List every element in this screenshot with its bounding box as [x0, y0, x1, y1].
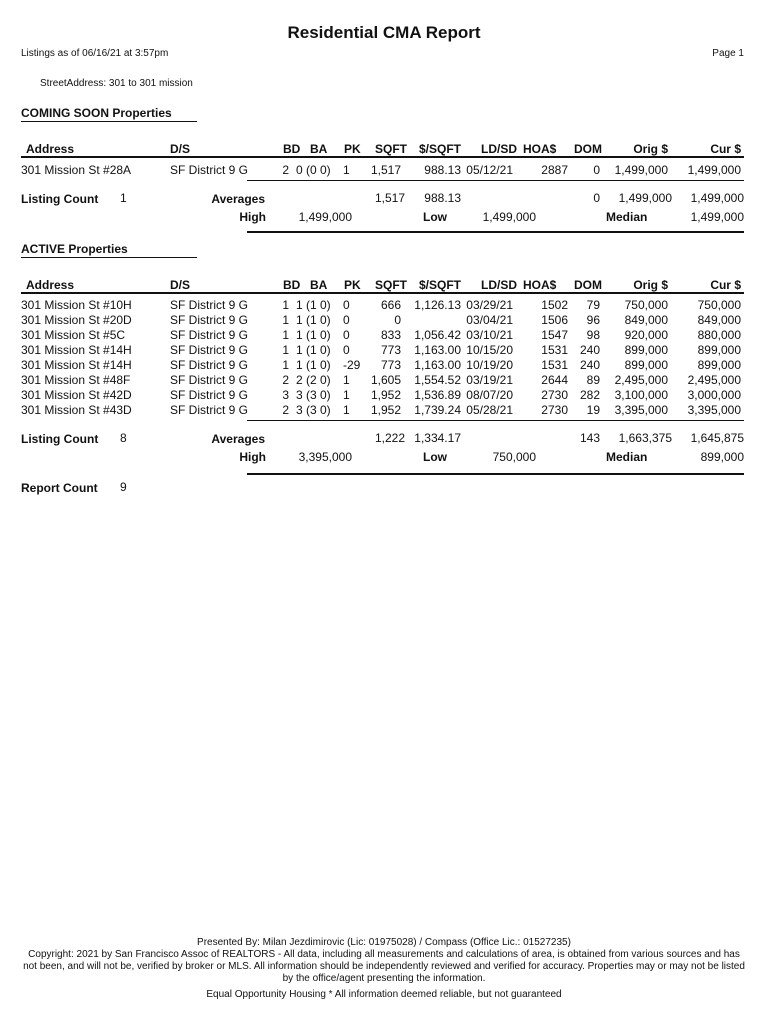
- row-pk: 0: [343, 328, 350, 342]
- row-ds: SF District 9 G: [170, 373, 249, 387]
- row-hoa: 2887: [541, 163, 568, 177]
- row-bd: 2: [282, 403, 289, 417]
- footer-copyright: Copyright: 2021 by San Francisco Assoc of REALTORS - All data, including all measurements and calculations of area, is obtained from various sources and has not been, and will not be, verified by broker or MLS. All information should be independently reviewed and verified for accuracy. Properties may or may not be listed by the office/agent presenting the information.: [23, 949, 745, 984]
- row-ds: SF District 9 G: [170, 403, 249, 417]
- column-header-cur: Cur $: [710, 278, 741, 292]
- median-label: Median: [606, 210, 648, 224]
- row-orig: 3,395,000: [614, 403, 668, 417]
- row-bd: 1: [282, 328, 289, 342]
- row-pk: 0: [343, 343, 350, 357]
- avg-dom: 0: [593, 191, 600, 205]
- row-ldsd: 05/28/21: [466, 403, 513, 417]
- column-header-psqft: $/SQFT: [419, 278, 462, 292]
- row-psqft: 1,554.52: [414, 373, 461, 387]
- column-header-sqft: SQFT: [375, 142, 407, 156]
- row-address: 301 Mission St #42D: [21, 388, 132, 402]
- column-header-hoa: HOA$: [523, 278, 557, 292]
- report-count-value: 9: [120, 480, 127, 494]
- avg-orig: 1,663,375: [618, 431, 672, 445]
- row-ldsd: 03/19/21: [466, 373, 513, 387]
- column-header-ds: D/S: [170, 278, 191, 292]
- column-header-address: Address: [26, 278, 75, 292]
- row-ldsd: 03/29/21: [466, 298, 513, 312]
- row-hoa: 2730: [541, 403, 568, 417]
- coming-soon-rows-rule: [247, 180, 744, 181]
- row-sqft: 666: [380, 298, 401, 312]
- column-header-psqft: $/SQFT: [419, 142, 462, 156]
- row-psqft: 988.13: [424, 163, 461, 177]
- row-ba: 1 (1 0): [296, 313, 331, 327]
- row-pk: 1: [343, 373, 350, 387]
- row-orig: 1,499,000: [614, 163, 668, 177]
- row-orig: 2,495,000: [614, 373, 668, 387]
- row-cur: 2,495,000: [687, 373, 741, 387]
- row-cur: 899,000: [697, 358, 741, 372]
- row-psqft: 1,536.89: [414, 388, 461, 402]
- row-orig: 750,000: [624, 298, 668, 312]
- row-ldsd: 10/15/20: [466, 343, 513, 357]
- row-hoa: 1531: [541, 358, 568, 372]
- row-pk: 0: [343, 298, 350, 312]
- page-number: Page 1: [712, 48, 744, 59]
- high-value: 1,499,000: [298, 210, 352, 224]
- avg-cur: 1,499,000: [690, 191, 744, 205]
- listing-count-value: 8: [120, 431, 127, 445]
- median-value: 1,499,000: [690, 210, 744, 224]
- row-ldsd: 08/07/20: [466, 388, 513, 402]
- row-dom: 240: [579, 343, 600, 357]
- row-ds: SF District 9 G: [170, 358, 249, 372]
- row-pk: 1: [343, 388, 350, 402]
- listing-count-label: Listing Count: [21, 192, 99, 206]
- row-dom: 89: [586, 373, 600, 387]
- row-psqft: 1,056.42: [414, 328, 461, 342]
- row-ba: 2 (2 0): [296, 373, 331, 387]
- row-psqft: 1,126.13: [414, 298, 461, 312]
- row-ba: 1 (1 0): [296, 358, 331, 372]
- report-count-label: Report Count: [21, 481, 98, 495]
- row-address: 301 Mission St #48F: [21, 373, 131, 387]
- avg-psqft: 988.13: [424, 191, 461, 205]
- row-ds: SF District 9 G: [170, 163, 249, 177]
- row-ba: 1 (1 0): [296, 298, 331, 312]
- avg-psqft: 1,334.17: [414, 431, 461, 445]
- row-ldsd: 03/04/21: [466, 313, 513, 327]
- column-header-hoa: HOA$: [523, 142, 557, 156]
- search-criteria: StreetAddress: 301 to 301 mission: [40, 78, 193, 89]
- row-hoa: 2730: [541, 388, 568, 402]
- row-ldsd: 10/19/20: [466, 358, 513, 372]
- footer-presented-by: Presented By: Milan Jezdimirovic (Lic: 01975028) / Compass (Office Lic.: 01527235): [197, 937, 571, 948]
- row-dom: 98: [586, 328, 600, 342]
- low-value: 1,499,000: [482, 210, 536, 224]
- row-sqft: 1,517: [370, 163, 401, 177]
- row-dom: 96: [586, 313, 600, 327]
- row-orig: 3,100,000: [614, 388, 668, 402]
- listings-as-of: Listings as of 06/16/21 at 3:57pm: [21, 48, 169, 59]
- column-header-cur: Cur $: [710, 142, 741, 156]
- row-psqft: 1,163.00: [414, 358, 461, 372]
- avg-orig: 1,499,000: [618, 191, 672, 205]
- active-rows-rule: [247, 420, 744, 421]
- row-address: 301 Mission St #14H: [21, 343, 132, 357]
- row-cur: 1,499,000: [687, 163, 741, 177]
- row-dom: 0: [593, 163, 600, 177]
- avg-cur: 1,645,875: [690, 431, 744, 445]
- row-sqft: 773: [380, 358, 401, 372]
- row-ds: SF District 9 G: [170, 313, 249, 327]
- active-header-rule: [21, 292, 744, 294]
- row-ds: SF District 9 G: [170, 328, 249, 342]
- column-header-sqft: SQFT: [375, 278, 407, 292]
- row-dom: 79: [586, 298, 600, 312]
- row-cur: 3,395,000: [687, 403, 741, 417]
- row-orig: 849,000: [624, 313, 668, 327]
- column-header-ds: D/S: [170, 142, 191, 156]
- row-cur: 899,000: [697, 343, 741, 357]
- row-sqft: 833: [380, 328, 401, 342]
- row-psqft: 1,739.24: [414, 403, 461, 417]
- row-cur: 750,000: [697, 298, 741, 312]
- high-value: 3,395,000: [298, 450, 352, 464]
- row-bd: 1: [282, 313, 289, 327]
- row-ba: 3 (3 0): [296, 403, 331, 417]
- row-dom: 240: [579, 358, 600, 372]
- coming-soon-header-rule: [21, 156, 744, 158]
- row-orig: 899,000: [624, 343, 668, 357]
- low-label: Low: [423, 210, 447, 224]
- listing-count-label: Listing Count: [21, 432, 99, 446]
- row-ba: 3 (3 0): [296, 388, 331, 402]
- report-title: Residential CMA Report: [287, 23, 481, 42]
- row-address: 301 Mission St #5C: [21, 328, 126, 342]
- row-hoa: 1547: [541, 328, 568, 342]
- row-hoa: 1502: [541, 298, 568, 312]
- averages-label: Averages: [211, 432, 265, 446]
- row-ba: 0 (0 0): [296, 163, 331, 177]
- averages-label: Averages: [211, 192, 265, 206]
- column-header-bd: BD: [283, 278, 301, 292]
- column-header-pk: PK: [344, 142, 361, 156]
- row-bd: 2: [282, 373, 289, 387]
- row-sqft: 0: [394, 313, 401, 327]
- row-pk: 0: [343, 313, 350, 327]
- column-header-ldsd: LD/SD: [481, 142, 517, 156]
- footer-equal-housing: Equal Opportunity Housing * All information deemed reliable, but not guaranteed: [206, 989, 562, 1000]
- coming-soon-heading: COMING SOON Properties: [21, 106, 172, 120]
- coming-soon-heading-underline: [21, 121, 197, 122]
- column-header-bd: BD: [283, 142, 301, 156]
- column-header-dom: DOM: [574, 278, 602, 292]
- row-pk: 1: [343, 403, 350, 417]
- row-address: 301 Mission St #43D: [21, 403, 132, 417]
- row-ba: 1 (1 0): [296, 343, 331, 357]
- row-address: 301 Mission St #10H: [21, 298, 132, 312]
- row-sqft: 1,605: [370, 373, 401, 387]
- active-heading: ACTIVE Properties: [21, 242, 128, 256]
- active-heading-underline: [21, 257, 197, 258]
- row-sqft: 1,952: [370, 403, 401, 417]
- low-value: 750,000: [492, 450, 536, 464]
- row-pk: 1: [343, 163, 350, 177]
- median-label: Median: [606, 450, 648, 464]
- high-label: High: [239, 450, 266, 464]
- row-dom: 19: [586, 403, 600, 417]
- column-header-orig: Orig $: [633, 278, 668, 292]
- row-address: 301 Mission St #14H: [21, 358, 132, 372]
- row-cur: 3,000,000: [687, 388, 741, 402]
- row-hoa: 1506: [541, 313, 568, 327]
- row-orig: 920,000: [624, 328, 668, 342]
- row-pk: -29: [343, 358, 361, 372]
- row-bd: 2: [282, 163, 289, 177]
- row-ldsd: 05/12/21: [466, 163, 513, 177]
- column-header-address: Address: [26, 142, 75, 156]
- avg-sqft: 1,517: [374, 191, 405, 205]
- row-ds: SF District 9 G: [170, 298, 249, 312]
- listing-count-value: 1: [120, 191, 127, 205]
- row-hoa: 2644: [541, 373, 568, 387]
- avg-dom: 143: [579, 431, 600, 445]
- row-ba: 1 (1 0): [296, 328, 331, 342]
- row-ldsd: 03/10/21: [466, 328, 513, 342]
- column-header-ldsd: LD/SD: [481, 278, 517, 292]
- row-address: 301 Mission St #28A: [21, 163, 132, 177]
- row-hoa: 1531: [541, 343, 568, 357]
- avg-sqft: 1,222: [374, 431, 405, 445]
- row-psqft: 1,163.00: [414, 343, 461, 357]
- row-bd: 1: [282, 298, 289, 312]
- row-bd: 1: [282, 343, 289, 357]
- median-value: 899,000: [700, 450, 744, 464]
- high-label: High: [239, 210, 266, 224]
- row-sqft: 1,952: [370, 388, 401, 402]
- row-sqft: 773: [380, 343, 401, 357]
- column-header-dom: DOM: [574, 142, 602, 156]
- column-header-ba: BA: [310, 278, 328, 292]
- low-label: Low: [423, 450, 447, 464]
- column-header-pk: PK: [344, 278, 361, 292]
- coming-soon-summary-rule: [247, 231, 744, 233]
- row-ds: SF District 9 G: [170, 388, 249, 402]
- row-bd: 3: [282, 388, 289, 402]
- row-orig: 899,000: [624, 358, 668, 372]
- row-cur: 880,000: [697, 328, 741, 342]
- column-header-orig: Orig $: [633, 142, 668, 156]
- row-ds: SF District 9 G: [170, 343, 249, 357]
- row-cur: 849,000: [697, 313, 741, 327]
- row-bd: 1: [282, 358, 289, 372]
- row-dom: 282: [579, 388, 600, 402]
- active-summary-rule: [247, 473, 744, 475]
- column-header-ba: BA: [310, 142, 328, 156]
- row-address: 301 Mission St #20D: [21, 313, 132, 327]
